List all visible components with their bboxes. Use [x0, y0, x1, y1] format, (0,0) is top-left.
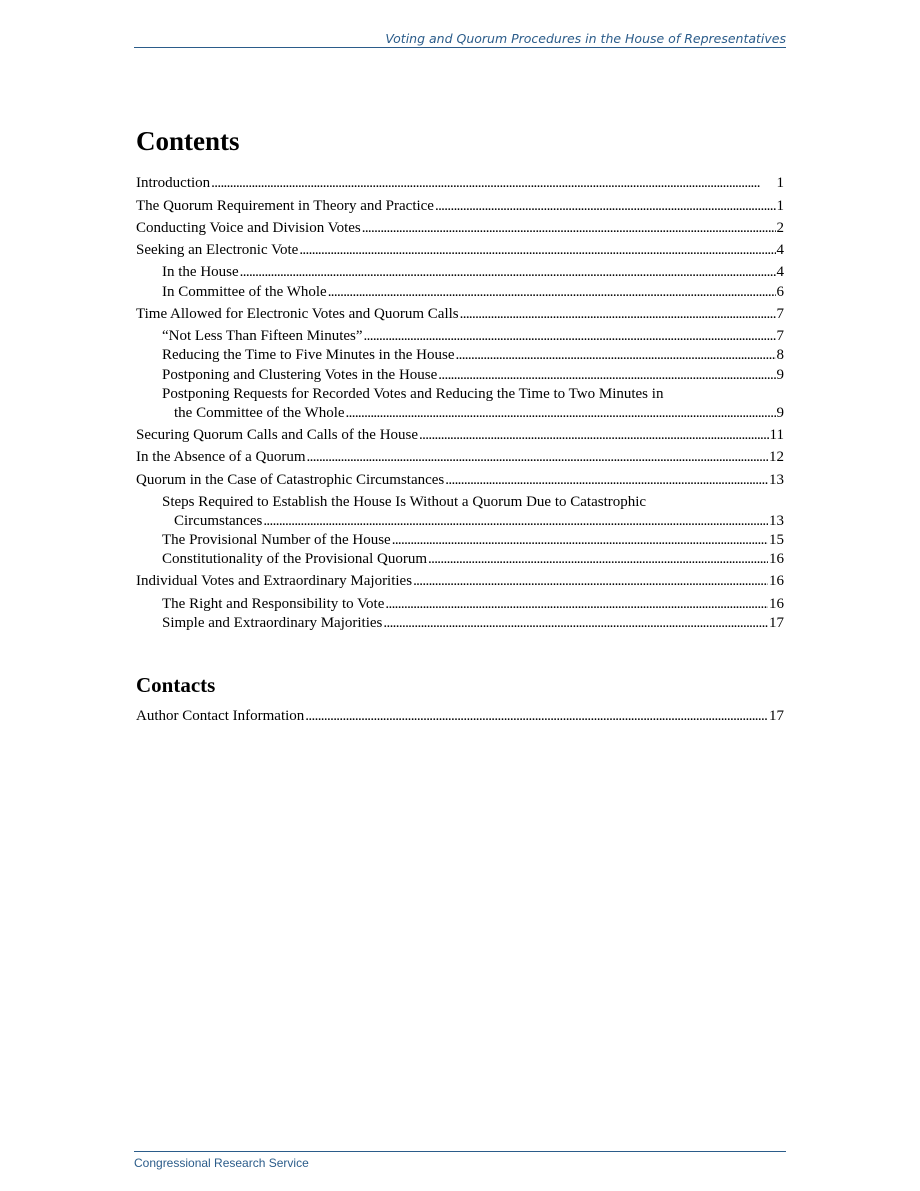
toc-page-number: 9	[776, 405, 784, 421]
toc-page-number: 15	[769, 532, 784, 548]
toc-page-number: 4	[776, 242, 784, 258]
toc-entry-in-the-house[interactable]: In the House . . . 4	[162, 263, 784, 282]
toc-entry-postponing-clustering[interactable]: Postponing and Clustering Votes in the House . . . 9	[162, 366, 784, 385]
toc-entry-steps-required[interactable]: Steps Required to Establish the House Is Without a Quorum Due to Catastrophic Circumstances . . . 13	[162, 493, 784, 531]
toc-page-number: 1	[776, 198, 784, 214]
running-header	[134, 33, 786, 48]
toc-page-number: 13	[769, 472, 784, 488]
toc-entry-individual-votes[interactable]: Individual Votes and Extraordinary Majorities . . . 16	[136, 572, 784, 591]
toc-entry-author-contact[interactable]: Author Contact Information . . . 17	[136, 707, 784, 726]
toc-entry-catastrophic-circumstances[interactable]: Quorum in the Case of Catastrophic Circumstances . . . 13	[136, 471, 784, 490]
toc-entry-introduction[interactable]: Introduction . . . 1	[136, 174, 784, 193]
toc-entry-right-responsibility[interactable]: The Right and Responsibility to Vote . . . 16	[162, 595, 784, 614]
toc-page-number: 11	[769, 427, 784, 443]
toc-entry-time-allowed[interactable]: Time Allowed for Electronic Votes and Quorum Calls . . . 7	[136, 305, 784, 324]
contacts-heading: Contacts	[136, 673, 216, 697]
toc-entry-voice-division-votes[interactable]: Conducting Voice and Division Votes . . . 2	[136, 219, 784, 238]
toc-page-number: 6	[776, 284, 784, 300]
toc-entry-not-less-than-fifteen[interactable]: “Not Less Than Fifteen Minutes” . . . 7	[162, 327, 784, 346]
page-footer	[134, 1151, 786, 1170]
toc-page-number: 2	[776, 220, 784, 236]
running-title: Voting and Quorum Procedures in the House of Representatives	[385, 31, 786, 46]
toc-entry-provisional-number[interactable]: The Provisional Number of the House . . . 15	[162, 531, 784, 550]
toc-entry-committee-of-the-whole[interactable]: In Committee of the Whole . . . 6	[162, 283, 784, 302]
toc-entry-seeking-electronic-vote[interactable]: Seeking an Electronic Vote . . . 4	[136, 241, 784, 260]
toc-entry-postponing-requests[interactable]: Postponing Requests for Recorded Votes and Reducing the Time to Two Minutes in the Committee of the Whole . . . 9	[162, 385, 784, 423]
toc-page-number: 4	[776, 264, 784, 280]
toc-entry-simple-extraordinary[interactable]: Simple and Extraordinary Majorities . . . 17	[162, 614, 784, 633]
toc-entry-absence-of-quorum[interactable]: In the Absence of a Quorum . . . 12	[136, 448, 784, 467]
toc-page-number: 7	[776, 306, 784, 322]
toc-page-number: 13	[769, 513, 784, 529]
toc-page-number: 16	[769, 551, 784, 567]
toc-entry-securing-quorum-calls[interactable]: Securing Quorum Calls and Calls of the House . . . 11	[136, 426, 784, 445]
contents-heading: Contents	[136, 126, 240, 156]
footer-publisher: Congressional Research Service	[134, 1156, 309, 1170]
toc-entry-quorum-requirement[interactable]: The Quorum Requirement in Theory and Practice . . . 1	[136, 197, 784, 216]
toc-page-number: 8	[776, 347, 784, 363]
toc-page-number: 9	[776, 367, 784, 383]
toc-entry-constitutionality[interactable]: Constitutionality of the Provisional Quorum . . . 16	[162, 550, 784, 569]
toc-page-number: 12	[769, 449, 784, 465]
toc-page-number: 16	[769, 596, 784, 612]
toc-page-number: 7	[776, 328, 784, 344]
toc-page-number: 17	[769, 615, 784, 631]
toc-page-number: 1	[776, 175, 784, 191]
toc-page-number: 17	[769, 708, 784, 724]
toc-page-number: 16	[769, 573, 784, 589]
toc-entry-reducing-time-five[interactable]: Reducing the Time to Five Minutes in the House . . . 8	[162, 346, 784, 365]
